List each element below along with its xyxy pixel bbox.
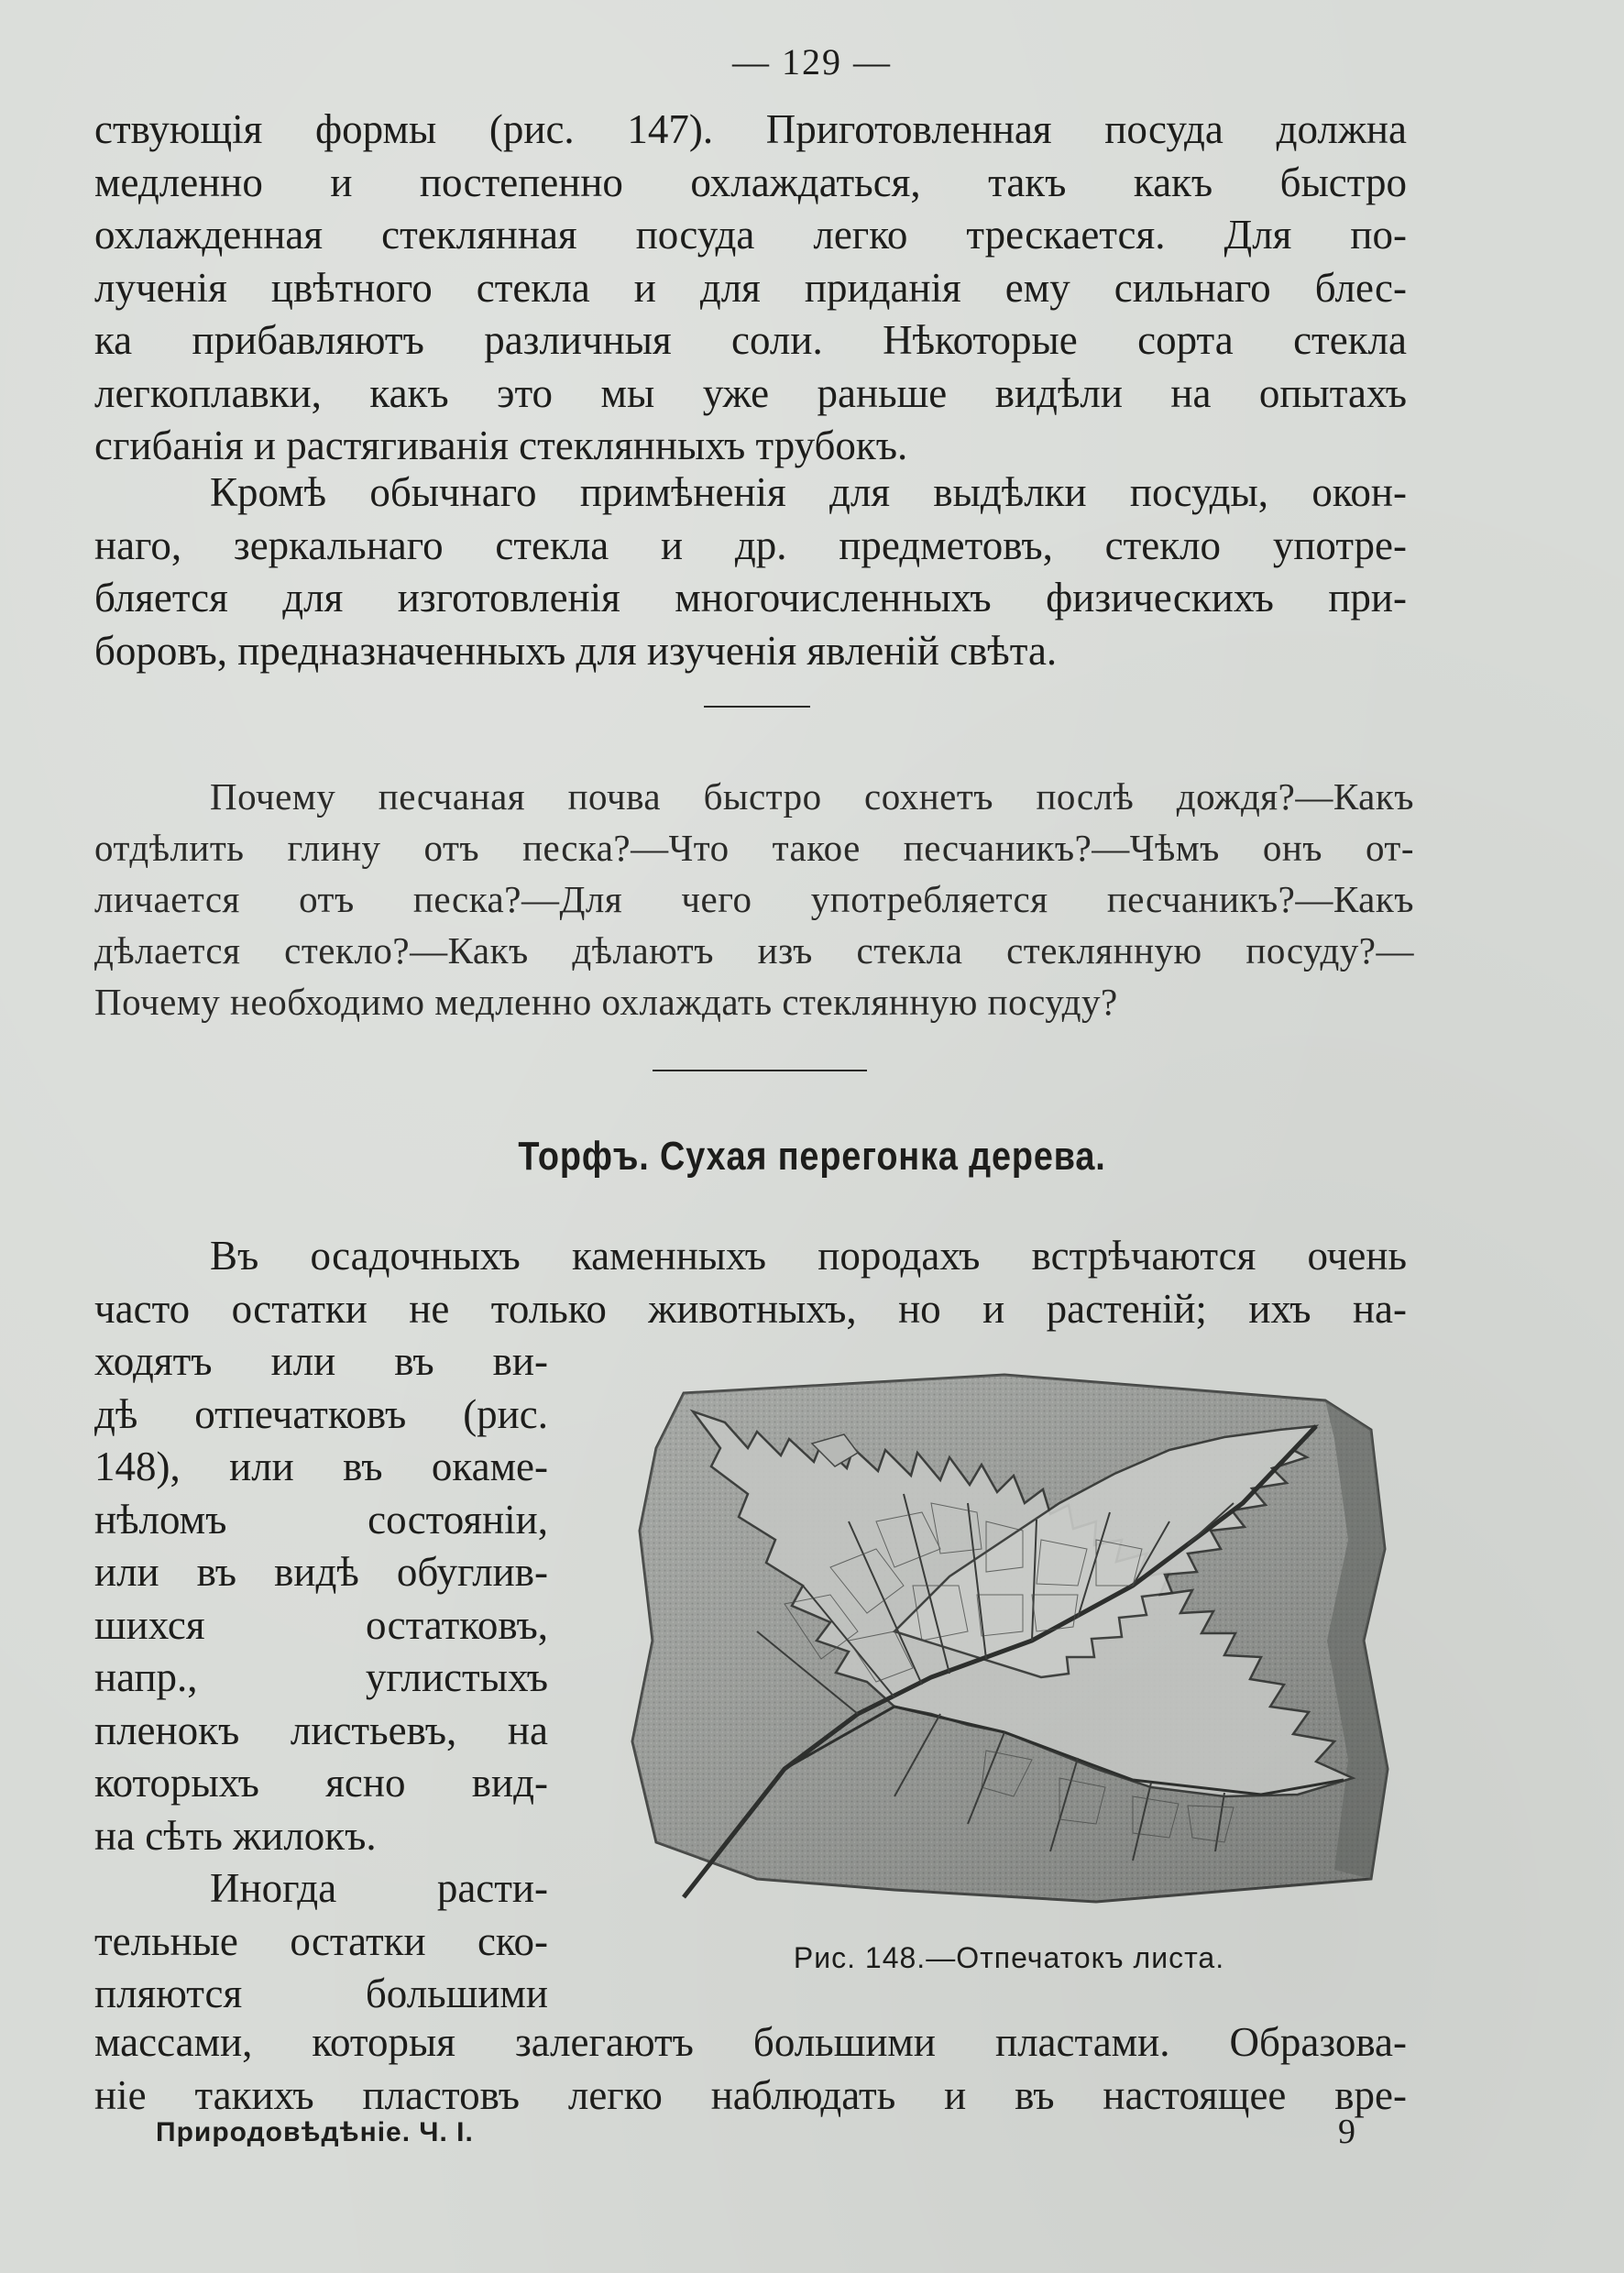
- text-line: медленно и постепенно охлаждаться, такъ какъ быстро: [94, 159, 1407, 205]
- question-line: Почему необходимо медленно охлаждать стеклянную посуду?: [94, 981, 1118, 1023]
- question-line: отдѣлить глину отъ песка?—Что такое песчаникъ?—Чѣмъ онъ от-: [94, 827, 1414, 869]
- text-line: наго, зеркальнаго стекла и др. предметовъ, стекло употре-: [94, 522, 1407, 568]
- footer-book-title: Природовѣдѣніе. Ч. I.: [156, 2117, 474, 2147]
- text-line: часто остатки не только животныхъ, но и растеній; ихъ на-: [94, 1285, 1407, 1332]
- text-line: пляются большими: [94, 1971, 548, 2016]
- text-line: лученія цвѣтного стекла и для приданія ему сильнаго блес-: [94, 264, 1407, 311]
- text-line: боровъ, предназначенныхъ для изученія явленій свѣта.: [94, 627, 1058, 674]
- page-number-header: — 129 —: [732, 41, 892, 82]
- leaf-fossil-icon: [620, 1366, 1399, 1916]
- text-line: ка прибавляютъ различныя соли. Нѣкоторые сорта стекла: [94, 317, 1407, 363]
- review-questions: [94, 771, 1414, 1027]
- text-line: которыхъ ясно вид-: [94, 1760, 548, 1806]
- question-line: дѣлается стекло?—Какъ дѣлаютъ изъ стекла стеклянную посуду?—: [94, 929, 1414, 972]
- text-line: бляется для изготовленія многочисленныхъ физическихъ при-: [94, 575, 1407, 620]
- paragraph-plant-masses: [94, 2016, 1407, 2122]
- text-line: охлажденная стеклянная посуда легко трескается. Для по-: [94, 212, 1407, 258]
- paragraph-fossils-column: [94, 1335, 548, 2021]
- text-line: тельные остатки ско-: [94, 1917, 548, 1964]
- text-line: ходятъ или въ ви-: [94, 1338, 548, 1384]
- footer-signature-mark: 9: [1338, 2113, 1355, 2151]
- paragraph-fossils-intro: [94, 1230, 1407, 1335]
- text-line: ніе такихъ пластовъ легко наблюдать и въ настоящее вре-: [94, 2071, 1407, 2118]
- text-line: Въ осадочныхъ каменныхъ породахъ встрѣчаются очень: [210, 1233, 1407, 1279]
- paragraph-glass-cooling: [94, 104, 1407, 473]
- text-line: Кромѣ обычнаго примѣненія для выдѣлки посуды, окон-: [210, 469, 1407, 515]
- text-line: Иногда расти-: [210, 1865, 548, 1911]
- paragraph-glass-uses: [94, 467, 1407, 677]
- text-line: массами, которыя залегаютъ большими пластами. Образова-: [94, 2019, 1407, 2065]
- text-line: сгибанія и растягиванія стеклянныхъ трубокъ.: [94, 423, 908, 468]
- text-line: напр., углистыхъ: [94, 1654, 548, 1700]
- figure-leaf-imprint: [620, 1366, 1399, 1916]
- text-line: на сѣть жилокъ.: [94, 1812, 377, 1859]
- question-line: Почему песчаная почва быстро сохнетъ послѣ дождя?—Какъ: [210, 775, 1414, 818]
- divider-short: [704, 706, 810, 708]
- text-line: пленокъ листьевъ, на: [94, 1707, 548, 1753]
- text-line: 148), или въ окаме-: [94, 1444, 548, 1489]
- text-line: легкоплавки, какъ это мы уже раньше видѣли на опытахъ: [94, 369, 1407, 416]
- text-line: нѣломъ состояніи,: [94, 1496, 548, 1543]
- figure-caption: Рис. 148.—Отпечатокъ листа.: [793, 1941, 1225, 1974]
- divider-long: [653, 1070, 867, 1071]
- text-line: или въ видѣ обуглив-: [94, 1549, 548, 1595]
- text-line: шихся остатковъ,: [94, 1601, 548, 1648]
- text-line: дѣ отпечатковъ (рис.: [94, 1390, 548, 1437]
- question-line: личается отъ песка?—Для чего употребляется песчаникъ?—Какъ: [94, 878, 1414, 920]
- section-title: Торфъ. Сухая перегонка дерева.: [518, 1134, 1106, 1179]
- text-line: ствующія формы (рис. 147). Приготовленная посуда должна: [94, 106, 1407, 152]
